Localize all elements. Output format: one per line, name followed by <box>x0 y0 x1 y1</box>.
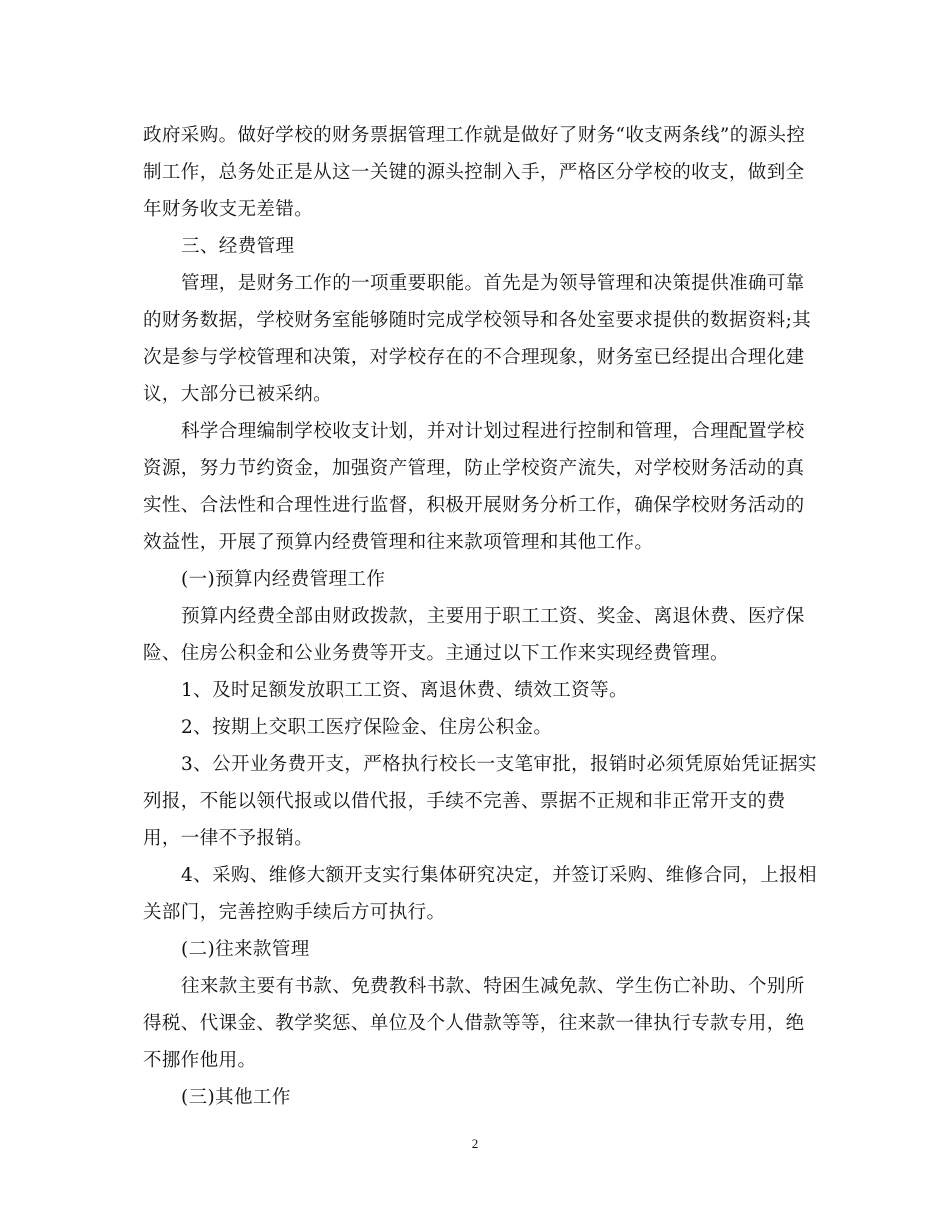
text-line: 资源，努力节约资金，加强资产管理，防止学校资产流失，对学校财务活动的真 <box>143 458 805 479</box>
text-line: (一)预算内经费管理工作 <box>181 569 386 590</box>
text-line: 次是参与学校管理和决策，对学校存在的不合理现象，财务室已经提出合理化建 <box>143 347 805 368</box>
text-line: (二)往来款管理 <box>181 939 310 960</box>
text-line: 管理，是财务工作的一项重要职能。首先是为领导管理和决策提供准确可靠 <box>181 273 805 294</box>
text-line: 关部门，完善控购手续后方可执行。 <box>143 902 446 923</box>
text-line: (三)其他工作 <box>181 1087 291 1108</box>
text-line: 4、采购、维修大额开支实行集体研究决定，并签订采购、维修合同，上报相 <box>181 865 817 886</box>
text-line: 三、经费管理 <box>181 236 295 257</box>
text-line: 实性、合法性和合理性进行监督，积极开展财务分析工作，确保学校财务活动的 <box>143 495 805 516</box>
text-line: 预算内经费全部由财政拨款，主要用于职工工资、奖金、离退休费、医疗保 <box>181 606 805 627</box>
text-line: 效益性，开展了预算内经费管理和往来款项管理和其他工作。 <box>143 532 654 553</box>
text-line: 得税、代课金、教学奖惩、单位及个人借款等等，往来款一律执行专款专用，绝 <box>143 1013 805 1034</box>
text-line: 险、住房公积金和公业务费等开支。主通过以下工作来实现经费管理。 <box>143 643 729 664</box>
text-line: 议，大部分已被采纳。 <box>143 384 333 405</box>
text-line: 2、按期上交职工医疗保险金、住房公积金。 <box>181 717 553 738</box>
text-line: 往来款主要有书款、免费教科书款、特困生减免款、学生伤亡补助、个别所 <box>181 976 805 997</box>
text-line: 政府采购。做好学校的财务票据管理工作就是做好了财务“收支两条线”的源头控 <box>143 125 806 146</box>
text-line: 3、公开业务费开支，严格执行校长一支笔审批，报销时必须凭原始凭证据实 <box>181 754 817 775</box>
text-line: 科学合理编制学校收支计划，并对计划过程进行控制和管理，合理配置学校 <box>181 421 805 442</box>
text-line: 不挪作他用。 <box>143 1050 257 1071</box>
document-body <box>143 117 817 1116</box>
text-line: 的财务数据，学校财务室能够随时完成学校领导和各处室要求提供的数据资料;其 <box>143 310 812 331</box>
text-line: 1、及时足额发放职工工资、离退休费、绩效工资等。 <box>181 680 628 701</box>
text-line: 年财务收支无差错。 <box>143 199 314 220</box>
text-line: 制工作，总务处正是从这一关键的源头控制入手，严格区分学校的收支，做到全 <box>143 162 805 183</box>
text-line: 用，一律不予报销。 <box>143 828 314 849</box>
text-line: 列报，不能以领代报或以借代报，手续不完善、票据不正规和非正常开支的费 <box>143 791 786 812</box>
page-number: 2 <box>471 1136 479 1151</box>
